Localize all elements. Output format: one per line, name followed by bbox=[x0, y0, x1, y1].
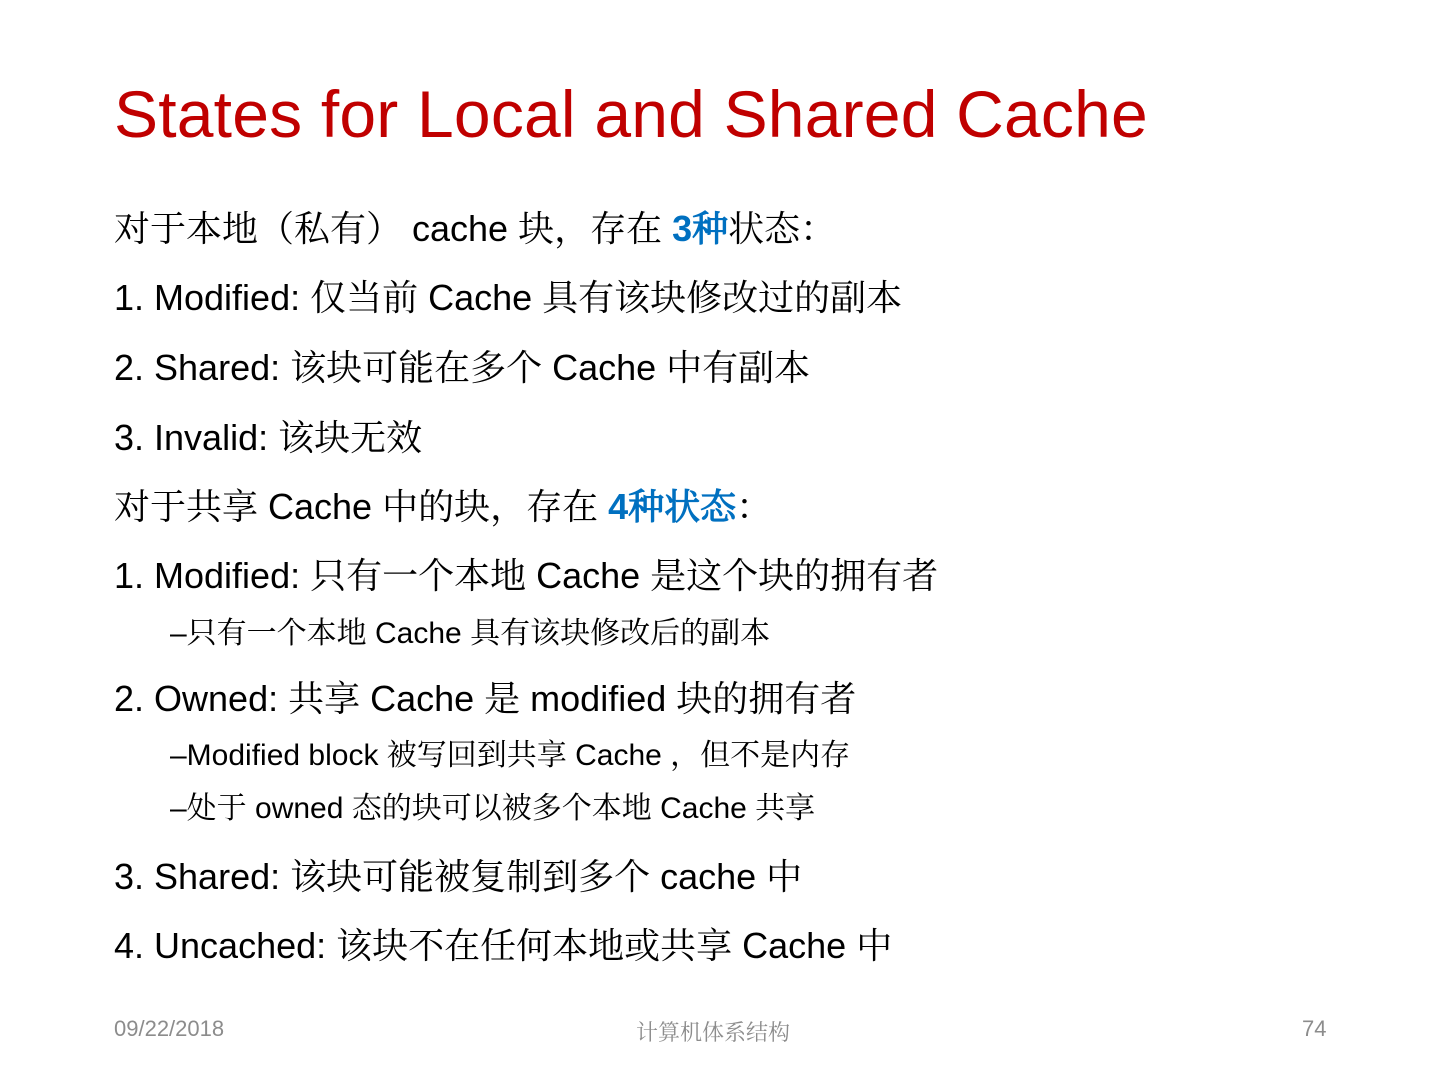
local-state-item: 2. Shared: 该块可能在多个 Cache 中有副本 bbox=[114, 347, 811, 388]
shared-intro-suffix: ： bbox=[736, 486, 773, 527]
local-intro bbox=[114, 207, 836, 250]
local-state-item: 3. Invalid: 该块无效 bbox=[114, 417, 423, 458]
local-state-item: 1. Modified: 仅当前 Cache 具有该块修改过的副本 bbox=[114, 277, 903, 318]
footer-course-title: 计算机体系结构 bbox=[636, 1020, 791, 1045]
shared-state-detail: –处于 owned 态的块可以被多个本地 Cache 共享 bbox=[170, 792, 816, 825]
shared-intro bbox=[114, 485, 772, 528]
local-intro-suffix: 状态： bbox=[728, 208, 837, 249]
shared-intro-highlight: 4种状态 bbox=[608, 486, 737, 527]
shared-intro-prefix: 对于共享 Cache 中的块，存在 bbox=[114, 486, 609, 527]
shared-state-item: 1. Modified: 只有一个本地 Cache 是这个块的拥有者 bbox=[114, 555, 939, 596]
footer-date: 09/22/2018 bbox=[114, 1016, 225, 1041]
shared-state-detail: –只有一个本地 Cache 具有该块修改后的副本 bbox=[170, 617, 771, 650]
local-intro-highlight: 3种 bbox=[672, 208, 729, 249]
slide-title: States for Local and Shared Cache bbox=[114, 77, 1148, 151]
footer-page-number: 74 bbox=[1302, 1016, 1327, 1041]
shared-state-item: 2. Owned: 共享 Cache 是 modified 块的拥有者 bbox=[114, 678, 857, 719]
shared-state-item: 3. Shared: 该块可能被复制到多个 cache 中 bbox=[114, 856, 803, 897]
shared-state-item: 4. Uncached: 该块不在任何本地或共享 Cache 中 bbox=[114, 925, 893, 966]
shared-state-detail: –Modified block 被写回到共享 Cache ，但不是内存 bbox=[170, 739, 851, 772]
local-intro-prefix: 对于本地（私有） cache 块，存在 bbox=[114, 208, 673, 249]
